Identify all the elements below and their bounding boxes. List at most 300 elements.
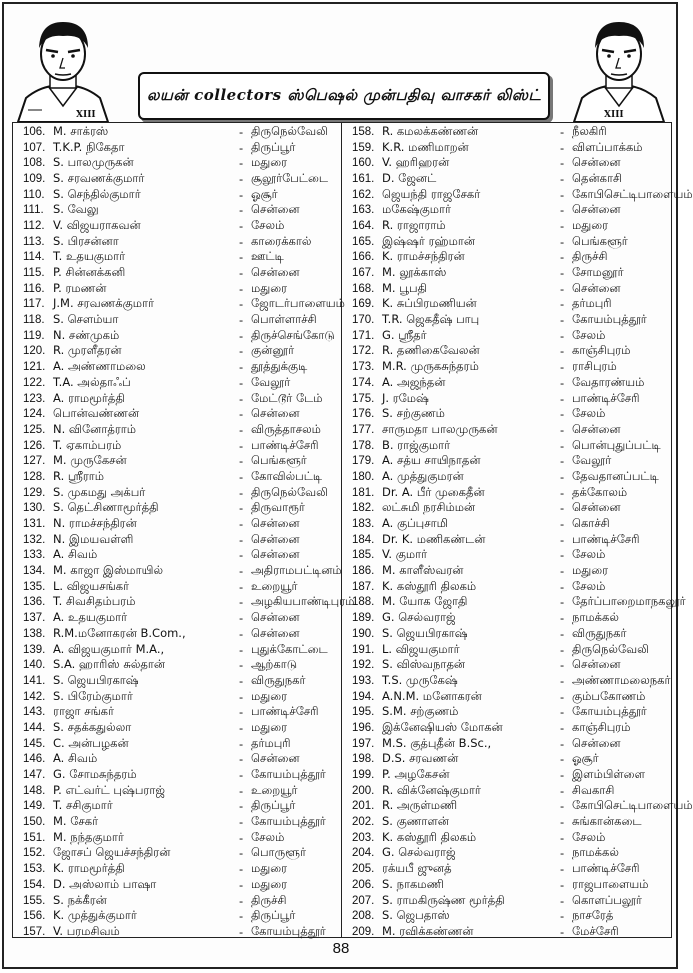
reader-city: வேலூர் bbox=[251, 374, 291, 389]
reader-name: M. முருகேசன் bbox=[53, 453, 127, 468]
entry-number: 177. bbox=[352, 423, 375, 436]
reader-city: பாண்டிச்சேரி bbox=[251, 704, 319, 719]
reader-city: கோயம்புத்தூர் bbox=[572, 704, 647, 719]
entry-number: 130. bbox=[23, 502, 46, 515]
list-row bbox=[23, 579, 337, 595]
list-row bbox=[352, 250, 667, 266]
entry-number: 106. bbox=[23, 125, 46, 138]
separator-dash: - bbox=[560, 846, 565, 861]
list-row bbox=[352, 736, 667, 752]
page-number: 88 bbox=[332, 940, 350, 957]
list-row bbox=[352, 548, 667, 564]
reader-city: சேலம் bbox=[572, 406, 606, 421]
separator-dash: - bbox=[239, 391, 244, 406]
reader-name: மகேஷ்குமார் bbox=[382, 202, 452, 217]
reader-city: சேலம் bbox=[251, 829, 285, 844]
list-row bbox=[23, 296, 345, 313]
reader-name: லட்சுமி நரசிம்மன் bbox=[382, 500, 476, 515]
separator-dash: - bbox=[239, 140, 244, 155]
list-row bbox=[352, 438, 667, 454]
entry-number: 169. bbox=[352, 298, 375, 311]
reader-city: சென்னை bbox=[251, 516, 300, 531]
reader-name: T. உதயகுமார் bbox=[53, 249, 126, 264]
list-row bbox=[352, 140, 667, 156]
reader-city: நாசரேத் bbox=[572, 908, 614, 923]
list-row bbox=[23, 563, 342, 579]
separator-dash: - bbox=[560, 344, 565, 359]
right-column bbox=[342, 123, 693, 939]
entry-number: 137. bbox=[23, 612, 46, 625]
separator-dash: - bbox=[239, 407, 244, 422]
reader-name: S. குணாளன் bbox=[382, 814, 449, 829]
reader-name: T. சிவசிதம்பரம் bbox=[53, 594, 136, 609]
entry-number: 176. bbox=[352, 408, 375, 421]
entry-number: 162. bbox=[352, 188, 375, 201]
separator-dash: - bbox=[239, 924, 244, 939]
separator-dash: - bbox=[560, 187, 565, 202]
entry-number: 145. bbox=[23, 737, 46, 750]
separator-dash: - bbox=[560, 768, 565, 783]
entry-number: 152. bbox=[23, 847, 46, 860]
reader-name: இக்னேஷியஸ் மோகன் bbox=[382, 719, 503, 734]
list-row bbox=[352, 375, 667, 391]
entry-number: 201. bbox=[352, 800, 375, 813]
reader-name: N. வினோத்ராம் bbox=[53, 421, 137, 436]
reader-city: வேலூர் bbox=[572, 453, 612, 468]
list-row bbox=[352, 328, 667, 344]
list-row bbox=[352, 814, 667, 830]
reader-city: பாண்டிச்சேரி bbox=[251, 437, 319, 452]
reader-city: திருப்பூர் bbox=[251, 908, 296, 923]
reader-name: K. கஸ்தூரி திலகம் bbox=[382, 578, 477, 593]
separator-dash: - bbox=[239, 846, 244, 861]
list-row bbox=[352, 893, 667, 909]
list-row bbox=[352, 359, 667, 375]
separator-dash: - bbox=[239, 736, 244, 751]
reader-list-table bbox=[12, 122, 693, 939]
entry-number: 115. bbox=[23, 267, 45, 280]
separator-dash: - bbox=[560, 360, 565, 375]
list-row bbox=[23, 877, 337, 893]
entry-number: 171. bbox=[352, 329, 375, 342]
reader-name: S. பாலமுருகன் bbox=[53, 155, 134, 170]
reader-name: ராஜா சங்கர் bbox=[53, 704, 115, 719]
separator-dash: - bbox=[239, 862, 244, 877]
entry-number: 184. bbox=[352, 533, 375, 546]
list-row bbox=[23, 391, 337, 407]
separator-dash: - bbox=[239, 768, 244, 783]
separator-dash: - bbox=[560, 579, 565, 594]
reader-name: A. சிவம் bbox=[53, 751, 98, 766]
entry-number: 178. bbox=[352, 439, 375, 452]
reader-city: திருப்பூர் bbox=[251, 139, 296, 154]
reader-city: உறையூர் bbox=[251, 578, 298, 593]
separator-dash: - bbox=[560, 218, 565, 233]
reader-name: சாருமதா பாலமுருகன் bbox=[382, 421, 498, 436]
list-row bbox=[352, 626, 667, 642]
reader-name: M. ரவிக்கண்ணன் bbox=[382, 923, 474, 938]
entry-number: 190. bbox=[352, 627, 375, 640]
reader-city: நாமக்கல் bbox=[572, 845, 619, 860]
list-row bbox=[23, 908, 337, 924]
separator-dash: - bbox=[239, 517, 244, 532]
reader-name: A. உதயகுமார் bbox=[53, 610, 128, 625]
reader-name: S. நக்கீரன் bbox=[53, 892, 107, 907]
reader-name: V. பரமசிவம் bbox=[53, 923, 120, 938]
list-row bbox=[352, 752, 667, 768]
reader-city: காரைக்கால் bbox=[251, 233, 312, 248]
separator-dash: - bbox=[239, 218, 244, 233]
separator-dash: - bbox=[560, 124, 565, 139]
reader-city: சிவகாசி bbox=[572, 782, 615, 797]
entry-number: 134. bbox=[23, 565, 46, 578]
list-row bbox=[352, 485, 667, 501]
separator-dash: - bbox=[239, 799, 244, 814]
reader-city: சுங்கான்கடை bbox=[572, 814, 642, 829]
entry-number: 158. bbox=[352, 125, 375, 138]
list-row bbox=[352, 579, 667, 595]
entry-number: 153. bbox=[23, 863, 46, 876]
entry-number: 108. bbox=[23, 157, 46, 170]
reader-city: பொருளூர் bbox=[251, 845, 306, 860]
reader-city: மதுரை bbox=[251, 155, 288, 170]
entry-number: 193. bbox=[352, 674, 375, 687]
list-row bbox=[23, 689, 337, 705]
list-row bbox=[352, 186, 693, 203]
reader-name: M. பூபதி bbox=[382, 280, 427, 295]
separator-dash: - bbox=[239, 611, 244, 626]
entry-number: 173. bbox=[352, 361, 375, 374]
reader-name: T.A. அல்தாஃப் bbox=[53, 374, 131, 389]
separator-dash: - bbox=[239, 266, 244, 281]
list-row bbox=[23, 846, 337, 862]
entry-number: 142. bbox=[23, 690, 46, 703]
reader-name: J. ரமேஷ் bbox=[382, 390, 429, 405]
list-row bbox=[23, 516, 337, 532]
reader-city: திருநெல்வேலி bbox=[251, 123, 328, 138]
reader-name: L. விஜயசங்கர் bbox=[53, 578, 130, 593]
entry-number: 159. bbox=[352, 141, 375, 154]
entry-number: 118. bbox=[23, 314, 45, 327]
entry-number: 203. bbox=[352, 831, 375, 844]
reader-city: விருத்தாசலம் bbox=[251, 421, 321, 436]
reader-city: ராஜபாளையம் bbox=[572, 876, 649, 891]
reader-name: பொன்வண்ணன் bbox=[53, 406, 140, 421]
separator-dash: - bbox=[560, 595, 565, 610]
list-row bbox=[352, 469, 667, 485]
entry-number: 117. bbox=[23, 298, 45, 311]
reader-name: R. கமலக்கண்ணன் bbox=[382, 123, 479, 138]
entry-number: 198. bbox=[352, 753, 375, 766]
reader-name: C. அன்பழகன் bbox=[53, 735, 129, 750]
entry-number: 112. bbox=[23, 219, 45, 232]
reader-city: தேர்ப்பாறைமாநகலூர் bbox=[572, 594, 686, 609]
reader-name: S. சதக்கதுல்லா bbox=[53, 719, 132, 734]
list-row bbox=[23, 453, 337, 469]
separator-dash: - bbox=[560, 501, 565, 516]
separator-dash: - bbox=[560, 611, 565, 626]
reader-city: கோயம்புத்தூர் bbox=[251, 767, 326, 782]
list-row bbox=[23, 783, 337, 799]
entry-number: 204. bbox=[352, 847, 375, 860]
entry-number: 136. bbox=[23, 596, 46, 609]
list-row bbox=[23, 328, 337, 344]
separator-dash: - bbox=[239, 297, 244, 312]
separator-dash: - bbox=[560, 626, 565, 641]
separator-dash: - bbox=[239, 893, 244, 908]
reader-name: M.R. முருகசுந்தரம் bbox=[382, 359, 479, 374]
reader-city: சென்னை bbox=[572, 657, 621, 672]
reader-city: திருச்சி bbox=[251, 892, 287, 907]
entry-number: 120. bbox=[23, 345, 46, 358]
list-row bbox=[352, 218, 667, 234]
separator-dash: - bbox=[560, 532, 565, 547]
reader-city: நீலகிரி bbox=[572, 123, 607, 138]
entry-number: 128. bbox=[23, 470, 46, 483]
reader-city: விளப்பாக்கம் bbox=[572, 139, 643, 154]
list-row bbox=[23, 359, 337, 375]
reader-city: கோவில்பட்டி bbox=[251, 468, 323, 483]
entry-number: 151. bbox=[23, 831, 46, 844]
list-row bbox=[352, 344, 667, 360]
separator-dash: - bbox=[560, 469, 565, 484]
entry-number: 135. bbox=[23, 580, 46, 593]
separator-dash: - bbox=[239, 485, 244, 500]
reader-city: வேதாரண்யம் bbox=[572, 374, 645, 389]
reader-name: ஜெயந்தி ராஜசேகர் bbox=[382, 186, 481, 201]
entry-number: 161. bbox=[352, 172, 375, 185]
separator-dash: - bbox=[560, 281, 565, 296]
reader-city: மதுரை bbox=[572, 217, 609, 232]
separator-dash: - bbox=[560, 689, 565, 704]
list-row bbox=[352, 877, 667, 893]
list-row bbox=[23, 406, 337, 422]
list-row bbox=[23, 469, 337, 485]
separator-dash: - bbox=[239, 783, 244, 798]
comic-hero-icon bbox=[564, 14, 674, 122]
list-row bbox=[23, 704, 337, 720]
entry-number: 182. bbox=[352, 502, 375, 515]
list-row bbox=[23, 265, 337, 281]
list-row bbox=[23, 752, 337, 768]
reader-name: K. ராமச்சந்திரன் bbox=[382, 249, 465, 264]
entry-number: 197. bbox=[352, 737, 375, 750]
reader-city: குன்னூர் bbox=[251, 343, 295, 358]
reader-name: M. காஜா இஸ்மாயில் bbox=[53, 563, 164, 578]
list-row bbox=[352, 532, 667, 548]
entry-number: 146. bbox=[23, 753, 46, 766]
reader-name: G. ஸ்ரீதர் bbox=[382, 327, 427, 342]
entry-number: 202. bbox=[352, 816, 375, 829]
reader-name: A. சத்ய சாயிநாதன் bbox=[382, 453, 481, 468]
reader-name: R. முரளீதரன் bbox=[53, 343, 122, 358]
separator-dash: - bbox=[239, 454, 244, 469]
list-row bbox=[352, 297, 667, 313]
list-row bbox=[352, 124, 667, 140]
separator-dash: - bbox=[239, 187, 244, 202]
list-row bbox=[23, 548, 337, 564]
separator-dash: - bbox=[560, 862, 565, 877]
reader-city: திருப்பூர் bbox=[251, 798, 296, 813]
list-row bbox=[23, 594, 355, 611]
reader-name: J.M. சரவணக்குமார் bbox=[53, 296, 155, 311]
separator-dash: - bbox=[239, 564, 244, 579]
reader-name: Dr. K. மணிகண்டன் bbox=[382, 531, 486, 546]
separator-dash: - bbox=[560, 720, 565, 735]
list-row bbox=[23, 234, 337, 250]
entry-number: 181. bbox=[352, 486, 375, 499]
reader-city: கோபிசெட்டிபாளையம் bbox=[572, 798, 693, 813]
separator-dash: - bbox=[560, 171, 565, 186]
entry-number: 143. bbox=[23, 706, 46, 719]
separator-dash: - bbox=[239, 626, 244, 641]
reader-name: G. சோமசுந்தரம் bbox=[53, 767, 137, 782]
entry-number: 149. bbox=[23, 800, 46, 813]
reader-city: பாண்டிச்சேரி bbox=[572, 861, 640, 876]
reader-city: சென்னை bbox=[251, 625, 300, 640]
separator-dash: - bbox=[560, 391, 565, 406]
reader-city: பொன்புதுப்பட்டி bbox=[572, 437, 661, 452]
list-row bbox=[352, 830, 667, 846]
reader-city: தேவதானப்பட்டி bbox=[572, 468, 659, 483]
list-row bbox=[23, 375, 337, 391]
list-row bbox=[23, 312, 337, 328]
entry-number: 124. bbox=[23, 408, 46, 421]
reader-name: G. செல்வராஜ் bbox=[382, 610, 456, 625]
reader-city: மதுரை bbox=[251, 688, 288, 703]
reader-city: விருதுநகர் bbox=[572, 625, 627, 640]
list-row bbox=[352, 798, 693, 815]
entry-number: 186. bbox=[352, 565, 375, 578]
reader-name: B. ராஜ்குமார் bbox=[382, 437, 451, 452]
list-row bbox=[352, 908, 667, 924]
separator-dash: - bbox=[239, 579, 244, 594]
list-row bbox=[352, 610, 667, 626]
list-row bbox=[23, 893, 337, 909]
entry-number: 195. bbox=[352, 706, 375, 719]
list-row bbox=[23, 218, 337, 234]
list-row bbox=[23, 799, 337, 815]
list-row bbox=[23, 673, 337, 689]
list-row bbox=[23, 281, 337, 297]
reader-name: S. ராமகிருஷ்ண மூர்த்தி bbox=[382, 892, 505, 907]
reader-name: V. குமார் bbox=[382, 547, 428, 562]
list-row bbox=[23, 202, 337, 218]
reader-city: சேலம் bbox=[572, 578, 606, 593]
separator-dash: - bbox=[239, 203, 244, 218]
reader-city: சேலம் bbox=[572, 829, 606, 844]
separator-dash: - bbox=[560, 924, 565, 939]
reader-city: இளம்பிள்ளை bbox=[572, 767, 645, 782]
separator-dash: - bbox=[560, 203, 565, 218]
list-row bbox=[352, 391, 667, 407]
reader-name: T. சசிகுமார் bbox=[53, 798, 113, 813]
separator-dash: - bbox=[560, 736, 565, 751]
entry-number: 140. bbox=[23, 659, 46, 672]
reader-city: பாண்டிச்சேரி bbox=[572, 390, 640, 405]
separator-dash: - bbox=[239, 673, 244, 688]
reader-city: காஞ்சிபுரம் bbox=[572, 343, 631, 358]
list-row bbox=[352, 453, 667, 469]
reader-name: R. ஸ்ரீராம் bbox=[53, 468, 105, 483]
figure-left-label: XIII bbox=[76, 110, 96, 120]
list-row bbox=[352, 234, 667, 250]
reader-name: ரக்யபீ ஜுனத் bbox=[382, 861, 452, 876]
reader-city: கொளப்பலூர் bbox=[572, 892, 642, 907]
list-row bbox=[352, 563, 667, 579]
header bbox=[8, 14, 674, 122]
reader-name: A. அஜந்தன் bbox=[382, 374, 446, 389]
reader-city: மதுரை bbox=[572, 563, 609, 578]
reader-city: சென்னை bbox=[251, 751, 300, 766]
reader-name: A. முத்துகுமரன் bbox=[382, 468, 464, 483]
separator-dash: - bbox=[560, 485, 565, 500]
reader-name: A. சிவம் bbox=[53, 547, 98, 562]
reader-city: சேலம் bbox=[251, 217, 285, 232]
reader-name: R. விக்னேஷ்குமார் bbox=[382, 782, 481, 797]
entry-number: 123. bbox=[23, 392, 46, 405]
list-row bbox=[23, 532, 337, 548]
reader-name: S. சரவணக்குமார் bbox=[53, 170, 145, 185]
list-row bbox=[352, 501, 667, 517]
separator-dash: - bbox=[239, 501, 244, 516]
entry-number: 138. bbox=[23, 627, 46, 640]
entry-number: 170. bbox=[352, 314, 375, 327]
entry-number: 164. bbox=[352, 219, 375, 232]
entry-number: 196. bbox=[352, 721, 375, 734]
reader-city: மேச்சேரி bbox=[572, 923, 619, 938]
reader-name: N. இமயவள்ளி bbox=[53, 531, 134, 546]
left-column bbox=[13, 123, 355, 939]
list-row bbox=[23, 626, 337, 642]
reader-name: S. பிரேம்குமார் bbox=[53, 688, 133, 703]
reader-city: ஆற்காடு bbox=[251, 657, 297, 672]
reader-name: K. முத்துக்குமார் bbox=[53, 908, 137, 923]
reader-city: கொச்சி bbox=[572, 516, 610, 531]
list-row bbox=[23, 736, 337, 752]
reader-name: T.K.P. நிகேதா bbox=[53, 139, 125, 154]
entry-number: 179. bbox=[352, 455, 375, 468]
list-row bbox=[352, 704, 667, 720]
reader-name: S. தெட்சிணாமூர்த்தி bbox=[53, 500, 159, 515]
reader-city: ஓசூர் bbox=[572, 751, 599, 766]
separator-dash: - bbox=[560, 877, 565, 892]
reader-name: R.M.மனோகரன் B.Com., bbox=[53, 625, 186, 640]
entry-number: 189. bbox=[352, 612, 375, 625]
reader-name: M. சாக்ரஸ் bbox=[53, 123, 109, 138]
entry-number: 188. bbox=[352, 596, 375, 609]
separator-dash: - bbox=[560, 250, 565, 265]
reader-city: திருச்செங்கோடு bbox=[251, 327, 335, 342]
reader-name: D.S. சரவணன் bbox=[382, 751, 459, 766]
entry-number: 207. bbox=[352, 894, 375, 907]
separator-dash: - bbox=[239, 642, 244, 657]
reader-city: திருவாரூர் bbox=[251, 500, 305, 515]
reader-city: சென்னை bbox=[572, 280, 621, 295]
entry-number: 168. bbox=[352, 282, 375, 295]
separator-dash: - bbox=[560, 783, 565, 798]
comic-figure-right bbox=[564, 14, 674, 122]
separator-dash: - bbox=[239, 422, 244, 437]
separator-dash: - bbox=[239, 595, 244, 610]
reader-city: திருநெல்வேலி bbox=[572, 641, 649, 656]
entry-number: 147. bbox=[23, 769, 46, 782]
reader-name: G. செல்வராஜ் bbox=[382, 845, 456, 860]
reader-name: N. சண்முகம் bbox=[53, 327, 120, 342]
entry-number: 166. bbox=[352, 251, 375, 264]
separator-dash: - bbox=[560, 328, 565, 343]
entry-number: 110. bbox=[23, 188, 45, 201]
